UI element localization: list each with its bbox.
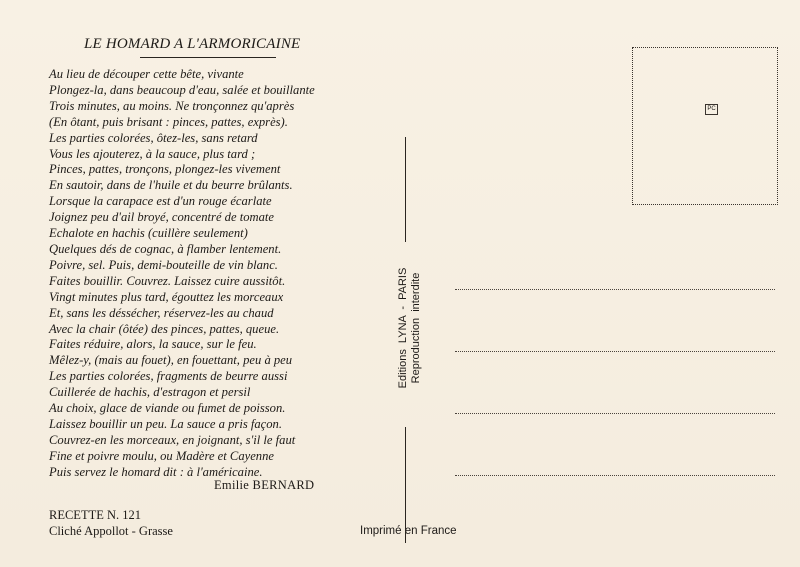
poem-line: Puis servez le homard dit : à l'américaine. <box>49 464 263 479</box>
poem-line: Laissez bouillir un peu. La sauce a pris façon. <box>49 416 282 431</box>
poem-line: Mêlez-y, (mais au fouet), en fouettant, peu à peu <box>49 353 293 368</box>
stamp-area <box>632 47 778 205</box>
poem-line: Les parties colorées, ôtez-les, sans retard <box>49 130 258 145</box>
publisher-credit <box>397 268 423 389</box>
copyright-line: Reproduction interdite <box>410 272 422 384</box>
recipe-title: LE HOMARD A L'ARMORICAINE <box>84 36 301 52</box>
poem-line: Couvrez-en les morceaux, en joignant, s'il le faut <box>49 432 296 447</box>
poem-line: Avec la chair (ôtée) des pinces, pattes, queue. <box>49 321 280 336</box>
poem-line: Faites réduire, alors, la sauce, sur le feu. <box>49 337 257 352</box>
center-divider-top <box>405 137 406 242</box>
address-line <box>455 475 775 476</box>
poem-line: (En ôtant, puis brisant : pinces, pattes, exprès). <box>49 114 288 129</box>
poem-line: Et, sans les déssécher, réservez-les au chaud <box>49 305 274 320</box>
photo-credit: Cliché Appollot - Grasse <box>49 524 173 538</box>
poem-line: Poivre, sel. Puis, demi-bouteille de vin blanc. <box>49 257 278 272</box>
poem-line: Joignez peu d'ail broyé, concentré de tomate <box>49 210 274 225</box>
poem-line: Au choix, glace de viande ou fumet de poisson. <box>49 401 286 416</box>
printed-in: Imprimé en France <box>360 525 457 537</box>
poem-line: En sautoir, dans de l'huile et du beurre brûlants. <box>49 178 293 193</box>
stamp-mark-icon: PC <box>705 104 718 115</box>
publisher-line: Editions LYNA - PARIS <box>397 267 409 389</box>
poem-line: Au lieu de découper cette bête, vivante <box>49 67 244 81</box>
address-line <box>455 413 775 414</box>
poem-line: Pinces, pattes, tronçons, plongez-les vivement <box>49 162 281 177</box>
poem-line: Vous les ajouterez, à la sauce, plus tard ; <box>49 146 256 161</box>
author-name: Emilie BERNARD <box>214 478 315 492</box>
poem-line: Fine et poivre moulu, ou Madère et Cayenne <box>49 448 274 463</box>
address-line <box>455 351 775 352</box>
recipe-number: RECETTE N. 121 <box>49 508 142 522</box>
poem-line: Vingt minutes plus tard, égouttez les morceaux <box>49 289 284 304</box>
title-underline <box>140 57 276 58</box>
poem-line: Echalote en hachis (cuillère seulement) <box>49 226 248 241</box>
poem-line: Quelques dés de cognac, à flamber lentement. <box>49 241 282 256</box>
poem-line: Lorsque la carapace est d'un rouge écarlate <box>49 194 272 209</box>
recipe-poem <box>49 67 389 481</box>
poem-line: Trois minutes, au moins. Ne tronçonnez qu'après <box>49 98 295 113</box>
poem-line: Faites bouillir. Couvrez. Laissez cuire aussitôt. <box>49 273 286 288</box>
address-line <box>455 289 775 290</box>
poem-line: Cuillerée de hachis, d'estragon et persil <box>49 385 251 400</box>
center-divider-bottom <box>405 427 406 543</box>
poem-line: Les parties colorées, fragments de beurre aussi <box>49 369 288 384</box>
poem-line: Plongez-la, dans beaucoup d'eau, salée et bouillante <box>49 82 315 97</box>
